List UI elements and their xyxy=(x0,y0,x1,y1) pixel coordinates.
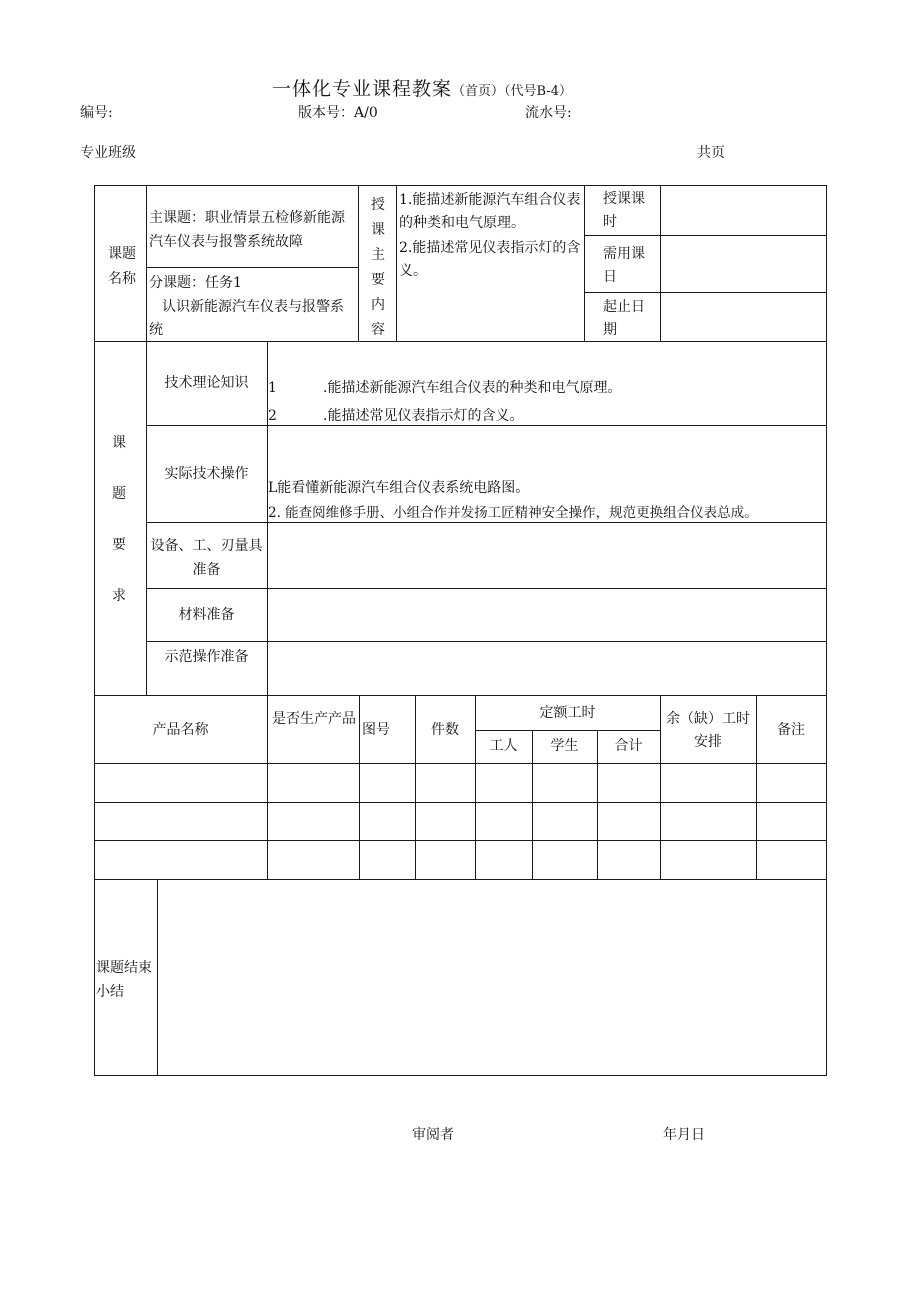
col-drawing-no: 图号 xyxy=(362,722,390,738)
col-student: 学生 xyxy=(550,738,579,754)
title-suffix: （首页）（代号B-4） xyxy=(452,84,572,99)
date-label: 年月日 xyxy=(663,1127,705,1143)
col-is-production: 是否生产产品 xyxy=(272,711,356,727)
content-line-1: 1.能描述新能源汽车组合仪表的种类和电气原理。 xyxy=(399,192,581,231)
practice-line-1: L能看懂新能源汽车组合仪表系统电路图。 xyxy=(268,480,530,496)
topic-name-label: 课题名称 xyxy=(108,246,136,287)
theory-label: 技术理论知识 xyxy=(164,375,249,391)
reviewer-label: 审阅者 xyxy=(412,1127,454,1143)
col-surplus: 余（缺）工时安排 xyxy=(666,711,750,750)
col-quantity: 件数 xyxy=(431,722,459,738)
class-label: 专业班级 xyxy=(80,145,136,161)
dates-label: 起止日期 xyxy=(603,299,645,338)
col-quota-hours: 定额工时 xyxy=(539,705,596,721)
days-label: 需用课日 xyxy=(603,246,645,285)
theory-num-1: 1 xyxy=(268,380,277,396)
title-main: 一体化专业课程教案 xyxy=(272,78,453,100)
equipment-label: 设备、工、刃量具准备 xyxy=(150,538,263,578)
sub-topic-desc: 认识新能源汽车仪表与报警系统 xyxy=(149,299,344,338)
version-label: 版本号：A/0 xyxy=(298,105,378,121)
col-worker: 工人 xyxy=(489,738,518,754)
sub-topic-label: 分课题：任务1 xyxy=(149,275,242,291)
col-total: 合计 xyxy=(614,738,643,754)
main-topic: 主课题：职业情景五检修新能源汽车仪表与报警系统故障 xyxy=(149,210,345,250)
practice-line-2: 2. 能查阅维修手册、小组合作并发扬工匠精神安全操作，规范更换组合仪表总成。 xyxy=(268,505,758,521)
page-title xyxy=(272,74,572,101)
materials-label: 材料准备 xyxy=(178,607,235,623)
pages-label: 共页 xyxy=(697,145,725,161)
code-label: 编号: xyxy=(80,105,113,121)
practice-label: 实际技术操作 xyxy=(164,466,249,482)
serial-label: 流水号: xyxy=(525,105,572,121)
demo-label: 示范操作准备 xyxy=(164,649,249,665)
col-product-name: 产品名称 xyxy=(152,722,209,738)
theory-num-2: 2 xyxy=(268,408,277,424)
theory-text-1: .能描述新能源汽车组合仪表的种类和电气原理。 xyxy=(323,380,622,396)
content-label: 授课主要内容 xyxy=(371,197,385,338)
col-remarks: 备注 xyxy=(777,722,805,738)
theory-text-2: .能描述常见仪表指示灯的含义。 xyxy=(323,408,524,424)
requirements-label: 课题要求 xyxy=(112,435,126,604)
content-line-2: 2.能描述常见仪表指示灯的含义。 xyxy=(399,240,581,279)
summary-label: 课题结束小结 xyxy=(96,960,152,1000)
hours-label: 授课课时 xyxy=(603,191,645,230)
